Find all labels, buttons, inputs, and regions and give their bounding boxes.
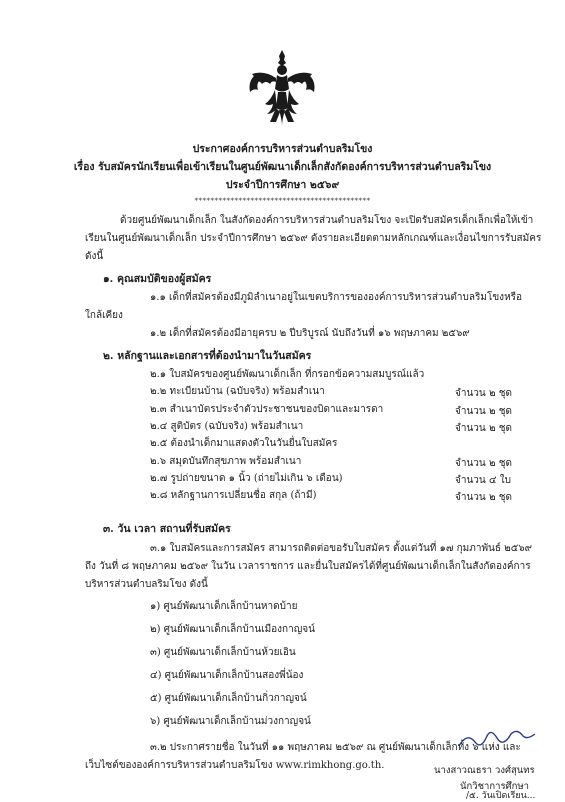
section1-item-1: ๑.๑ เด็กที่สมัครต้องมีภูมิลำเนาอยู่ในเขตบริการขององค์การบริหารส่วนตำบลริมโขงหรือ <box>150 292 523 303</box>
academic-year: ประจำปีการศึกษา ๒๕๖๙ <box>225 179 340 191</box>
section3-para-line-2: ถึง วันที่ ๘ พฤษภาคม ๒๕๖๙ ในวัน เวลาราชการ และยื่นใบสมัครได้ที่ศูนย์พัฒนาเด็กเล็กในสังกัดองค์การ <box>85 561 531 572</box>
intro-line-1: ด้วยศูนย์พัฒนาเด็กเล็ก ในสังกัดองค์การบริหารส่วนตำบลริมโขง จะเปิดรับสมัครเด็กเล็กเพื่อให้เข้า <box>120 215 534 226</box>
separator-stars: ******************************************** <box>194 197 371 205</box>
center-list-item: ๓) ศูนย์พัฒนาเด็กเล็กบ้านห้วยเอิน <box>150 647 296 658</box>
intro-line-2: เรียนในศูนย์พัฒนาเด็กเล็ก ประจำปีการศึกษา ๒๕๖๙ ดังรายละเอียดตามหลักเกณฑ์และเงื่อนไขการรับสมัคร <box>85 233 542 244</box>
center-list-item: ๒) ศูนย์พัฒนาเด็กเล็กบ้านเมืองกาญจน์ <box>150 624 315 635</box>
continued-note: /๕. วันเปิดเรียน... <box>466 791 536 801</box>
section3-para-line-1: ๓.๑ ใบสมัครและการสมัคร สามารถติดต่อขอรับใบสมัคร ตั้งแต่วันที่ ๑๗ กุมภาพันธ์ ๒๕๖๙ <box>150 543 532 554</box>
quantity-label: จำนวน ๔ ใบ <box>455 475 511 486</box>
section2-item: ๒.๘ หลักฐานการเปลี่ยนชื่อ สกุล (ถ้ามี) <box>150 490 317 501</box>
document-subject: เรื่อง รับสมัครนักเรียนเพื่อเข้าเรียนในศูนย์พัฒนาเด็กเล็กสังกัดองค์การบริหารส่วนตำบลริมโขง <box>73 161 492 173</box>
quantity-label: จำนวน ๒ ชุด <box>455 388 512 399</box>
quantity-label: จำนวน ๒ ชุด <box>455 492 512 503</box>
signer-name: นางสาวณธรา วงศ์สุนทร <box>434 765 535 776</box>
quantity-label: จำนวน ๒ ชุด <box>455 458 512 469</box>
section2-item: ๒.๗ รูปถ่ายขนาด ๑ นิ้ว (ถ่ายไม่เกิน ๖ เดือน) <box>150 473 343 484</box>
section1-item-2: ๑.๒ เด็กที่สมัครต้องมีอายุครบ ๒ ปีบริบูรณ์ นับถึงวันที่ ๑๖ พฤษภาคม ๒๕๖๙ <box>150 328 470 339</box>
center-list-item: ๔) ศูนย์พัฒนาเด็กเล็กบ้านสองพี่น้อง <box>150 670 304 681</box>
section3-para-line-3: บริหารส่วนตำบลริมโขง ดังนี้ <box>85 579 208 590</box>
quantity-label: จำนวน ๒ ชุด <box>455 423 512 434</box>
center-list-item: ๕) ศูนย์พัฒนาเด็กเล็กบ้านกิ่วกาญจน์ <box>150 693 307 704</box>
section2-item: ๒.๔ สูติบัตร (ฉบับจริง) พร้อมสำเนา <box>150 421 304 432</box>
section2-item: ๒.๒ ทะเบียนบ้าน (ฉบับจริง) พร้อมสำเนา <box>150 386 325 397</box>
signer-position: นักวิชาการศึกษา <box>460 781 529 792</box>
section2-title: ๒. หลักฐานและเอกสารที่ต้องนำมาในวันสมัคร <box>103 350 312 362</box>
section2-item: ๒.๑ ใบสมัครของศูนย์พัฒนาเด็กเล็ก ที่กรอกข้อความสมบูรณ์แล้ว <box>150 369 425 380</box>
document-title: ประกาศองค์การบริหารส่วนตำบลริมโขง <box>192 143 373 155</box>
section3-title: ๓. วัน เวลา สถานที่รับสมัคร <box>103 523 231 535</box>
center-list-item: ๖) ศูนย์พัฒนาเด็กเล็กบ้านม่วงกาญจน์ <box>150 716 311 727</box>
quantity-label: จำนวน ๒ ชุด <box>455 406 512 417</box>
signature-scribble-icon <box>455 730 540 752</box>
garuda-emblem-icon <box>246 48 318 128</box>
section3-para2-line-1: ๓.๒ ประกาศรายชื่อ ในวันที่ ๑๑ พฤษภาคม ๒๕๖๙ ณ ศูนย์พัฒนาเด็กเล็กทั้ง ๖ แห่ง และ <box>150 742 521 753</box>
center-list-item: ๑) ศูนย์พัฒนาเด็กเล็กบ้านหาดบ้าย <box>150 601 298 612</box>
section2-item: ๒.๖ สมุดบันทึกสุขภาพ พร้อมสำเนา <box>150 456 302 467</box>
section2-item: ๒.๕ ต้องนำเด็กมาแสดงตัวในวันยื่นใบสมัคร <box>150 438 338 449</box>
section1-item-1-cont: ใกล้เคียง <box>85 310 123 321</box>
section3-para2-line-2: เว็บไซต์ขององค์การบริหารส่วนตำบลริมโขง www.rimkhong.go.th. <box>85 760 385 771</box>
section1-title: ๑. คุณสมบัติของผู้สมัคร <box>103 273 212 285</box>
section2-item: ๒.๓ สำเนาบัตรประจำตัวประชาชนของบิดาและมารดา <box>150 404 384 415</box>
intro-line-3: ดังนี้ <box>85 251 104 262</box>
